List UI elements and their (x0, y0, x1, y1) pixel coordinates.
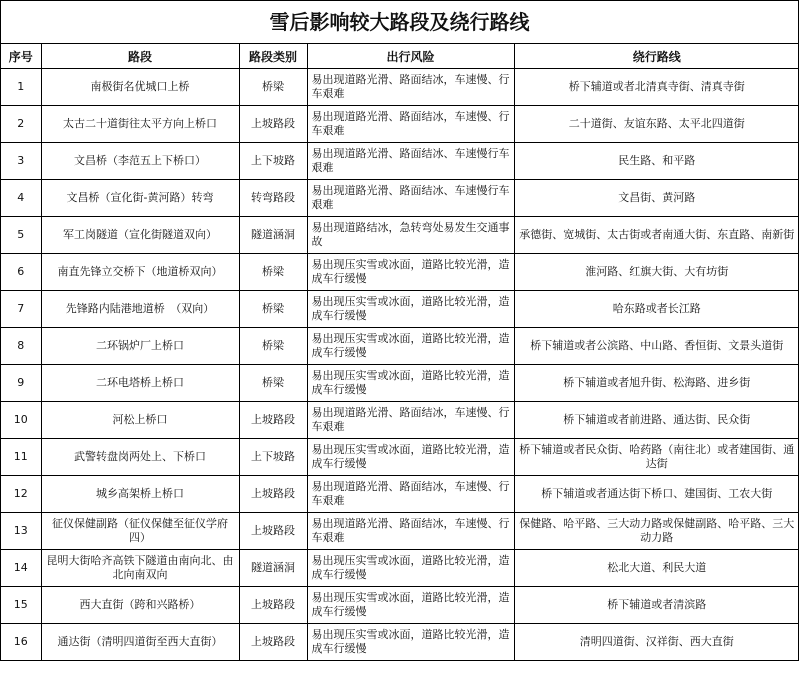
cell-no: 3 (1, 143, 41, 180)
cell-detour: 桥下辅道或者民众街、哈药路（南往北）或者建国街、通达街 (514, 439, 799, 476)
cell-road: 河松上桥口 (41, 402, 239, 439)
cell-road: 文昌桥（宣化街-黄河路）转弯 (41, 180, 239, 217)
cell-risk: 易出现道路结冰，急转弯处易发生交通事故 (307, 217, 514, 254)
table-row (1, 550, 799, 587)
cell-detour: 桥下辅道或者通达街下桥口、建国街、工农大街 (514, 476, 799, 513)
cell-road: 南直先锋立交桥下（地道桥双向） (41, 254, 239, 291)
cell-type: 隧道涵洞 (239, 550, 307, 587)
header-risk: 出行风险 (307, 44, 514, 69)
table-row (1, 69, 799, 106)
cell-no: 11 (1, 439, 41, 476)
cell-road: 文昌桥（李范五上下桥口） (41, 143, 239, 180)
cell-risk: 易出现压实雪或冰面，道路比较光滑，造成车行缓慢 (307, 624, 514, 661)
table-row (1, 402, 799, 439)
table-row (1, 254, 799, 291)
cell-risk: 易出现压实雪或冰面，道路比较光滑，造成车行缓慢 (307, 587, 514, 624)
cell-no: 1 (1, 69, 41, 106)
cell-type: 转弯路段 (239, 180, 307, 217)
cell-risk: 易出现压实雪或冰面，道路比较光滑，造成车行缓慢 (307, 550, 514, 587)
cell-type: 桥梁 (239, 328, 307, 365)
cell-type: 上下坡路 (239, 439, 307, 476)
cell-detour: 民生路、和平路 (514, 143, 799, 180)
table-row (1, 513, 799, 550)
cell-no: 4 (1, 180, 41, 217)
cell-type: 上坡路段 (239, 587, 307, 624)
cell-type: 上下坡路 (239, 143, 307, 180)
table-row (1, 106, 799, 143)
cell-road: 西大直街（跨和兴路桥） (41, 587, 239, 624)
table-row (1, 624, 799, 661)
cell-risk: 易出现压实雪或冰面，道路比较光滑，造成车行缓慢 (307, 328, 514, 365)
cell-type: 桥梁 (239, 365, 307, 402)
cell-road: 昆明大街哈齐高铁下隧道由南向北、由北向南双向 (41, 550, 239, 587)
cell-detour: 哈东路或者长江路 (514, 291, 799, 328)
cell-risk: 易出现道路光滑、路面结冰，车速慢、行车艰难 (307, 513, 514, 550)
cell-risk: 易出现道路光滑、路面结冰、车速慢行车艰难 (307, 143, 514, 180)
table-row (1, 476, 799, 513)
cell-type: 上坡路段 (239, 402, 307, 439)
cell-no: 6 (1, 254, 41, 291)
cell-road: 军工岗隧道（宣化街隧道双向） (41, 217, 239, 254)
cell-road: 太古二十道街往太平方向上桥口 (41, 106, 239, 143)
cell-no: 14 (1, 550, 41, 587)
table-row (1, 365, 799, 402)
cell-no: 10 (1, 402, 41, 439)
table-body (1, 69, 799, 661)
cell-road: 城乡高架桥上桥口 (41, 476, 239, 513)
cell-risk: 易出现压实雪或冰面，道路比较光滑，造成车行缓慢 (307, 254, 514, 291)
cell-no: 5 (1, 217, 41, 254)
cell-risk: 易出现压实雪或冰面，道路比较光滑，造成车行缓慢 (307, 291, 514, 328)
cell-road: 南极街名优城口上桥 (41, 69, 239, 106)
road-table (1, 43, 799, 661)
cell-risk: 易出现道路光滑、路面结冰，车速慢、行车艰难 (307, 69, 514, 106)
cell-detour: 保健路、哈平路、三大动力路或保健副路、哈平路、三大动力路 (514, 513, 799, 550)
cell-road: 先锋路内陆港地道桥 （双向） (41, 291, 239, 328)
cell-type: 隧道涵洞 (239, 217, 307, 254)
cell-risk: 易出现道路光滑、路面结冰，车速慢、行车艰难 (307, 402, 514, 439)
cell-detour: 桥下辅道或者北清真寺街、清真寺街 (514, 69, 799, 106)
cell-risk: 易出现压实雪或冰面，道路比较光滑，造成车行缓慢 (307, 439, 514, 476)
cell-risk: 易出现道路光滑、路面结冰，车速慢、行车艰难 (307, 106, 514, 143)
cell-detour: 二十道街、友谊东路、太平北四道街 (514, 106, 799, 143)
cell-type: 桥梁 (239, 291, 307, 328)
cell-no: 9 (1, 365, 41, 402)
cell-detour: 文昌街、黄河路 (514, 180, 799, 217)
cell-no: 15 (1, 587, 41, 624)
header-type: 路段类别 (239, 44, 307, 69)
cell-detour: 桥下辅道或者清滨路 (514, 587, 799, 624)
cell-road: 二环电塔桥上桥口 (41, 365, 239, 402)
cell-road: 武警转盘岗两处上、下桥口 (41, 439, 239, 476)
table-header-row (1, 44, 799, 69)
cell-detour: 松北大道、利民大道 (514, 550, 799, 587)
cell-no: 8 (1, 328, 41, 365)
cell-risk: 易出现道路光滑、路面结冰，车速慢、行车艰难 (307, 476, 514, 513)
cell-no: 7 (1, 291, 41, 328)
table-row (1, 328, 799, 365)
cell-no: 2 (1, 106, 41, 143)
cell-no: 12 (1, 476, 41, 513)
table-row (1, 439, 799, 476)
cell-risk: 易出现道路光滑、路面结冰、车速慢行车艰难 (307, 180, 514, 217)
cell-type: 上坡路段 (239, 106, 307, 143)
cell-detour: 桥下辅道或者公滨路、中山路、香恒街、文景头道街 (514, 328, 799, 365)
page-title: 雪后影响较大路段及绕行路线 (1, 0, 798, 43)
header-no: 序号 (1, 44, 41, 69)
cell-detour: 承德街、宽城街、太古街或者南通大街、东直路、南新街 (514, 217, 799, 254)
cell-no: 13 (1, 513, 41, 550)
cell-no: 16 (1, 624, 41, 661)
cell-detour: 桥下辅道或者前进路、通达街、民众街 (514, 402, 799, 439)
cell-type: 上坡路段 (239, 476, 307, 513)
cell-type: 桥梁 (239, 69, 307, 106)
cell-road: 征仪保健副路（征仪保健至征仪学府四） (41, 513, 239, 550)
table-row (1, 587, 799, 624)
table-row (1, 291, 799, 328)
cell-type: 上坡路段 (239, 624, 307, 661)
cell-detour: 桥下辅道或者旭升街、松海路、进乡街 (514, 365, 799, 402)
cell-risk: 易出现压实雪或冰面，道路比较光滑，造成车行缓慢 (307, 365, 514, 402)
header-road: 路段 (41, 44, 239, 69)
table-row (1, 180, 799, 217)
cell-detour: 淮河路、红旗大街、大有坊街 (514, 254, 799, 291)
cell-detour: 清明四道街、汉祥街、西大直街 (514, 624, 799, 661)
table-row (1, 217, 799, 254)
cell-road: 二环锅炉厂上桥口 (41, 328, 239, 365)
cell-road: 通达街（清明四道街至西大直街） (41, 624, 239, 661)
header-detour: 绕行路线 (514, 44, 799, 69)
table-row (1, 143, 799, 180)
cell-type: 上坡路段 (239, 513, 307, 550)
cell-type: 桥梁 (239, 254, 307, 291)
